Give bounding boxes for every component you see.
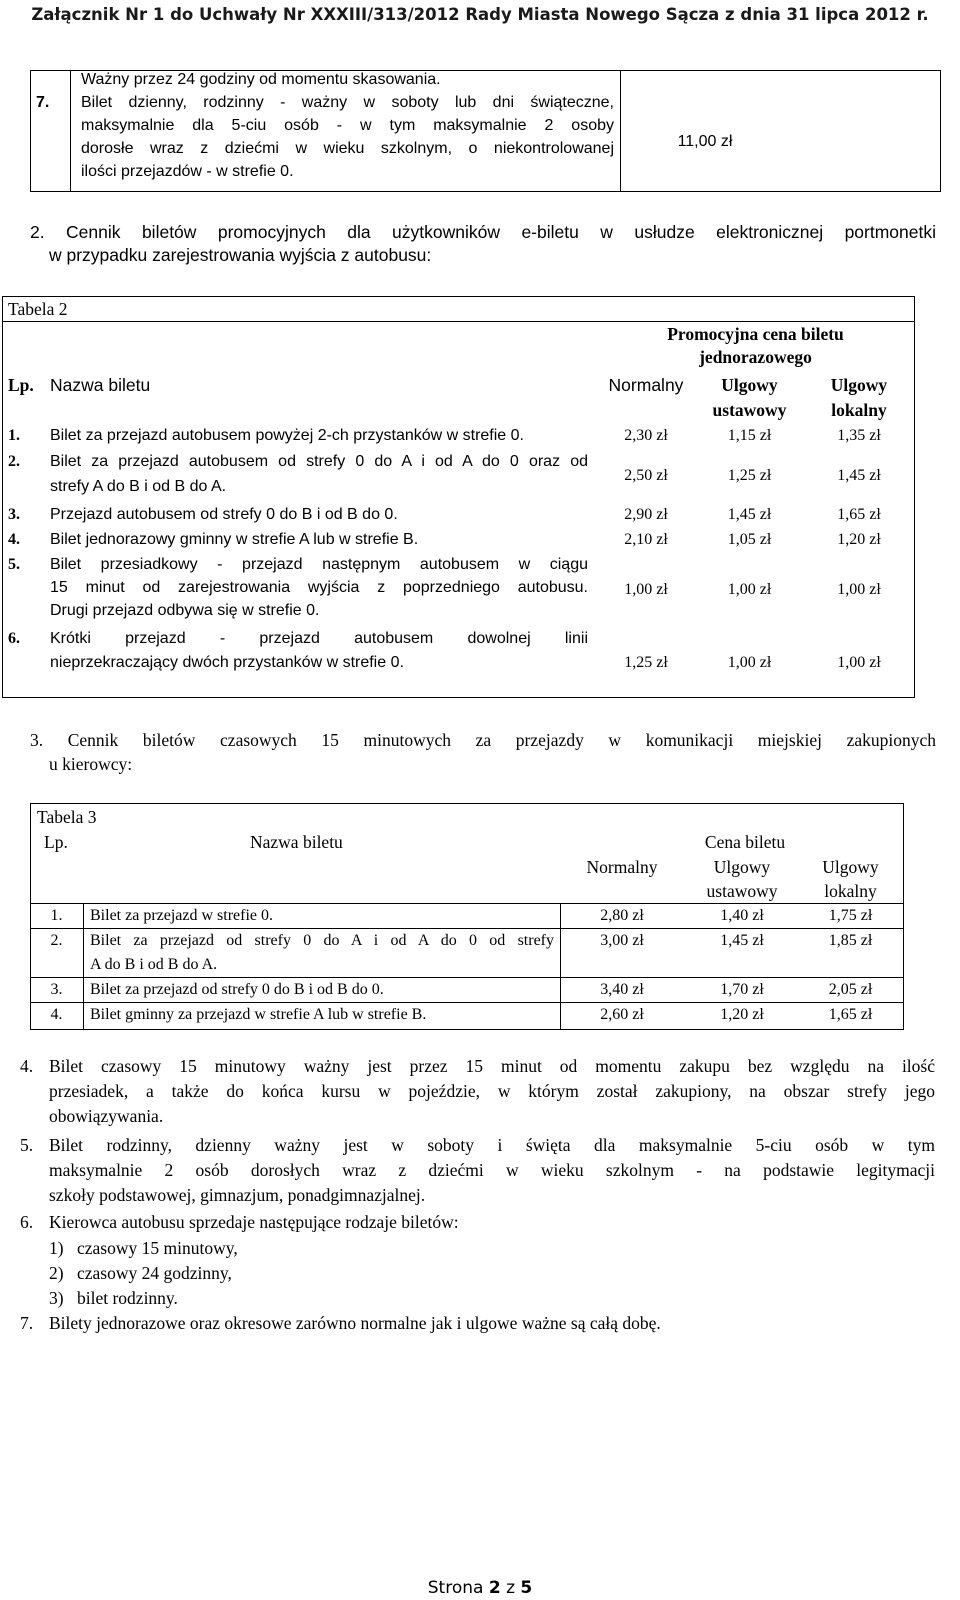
table3-row-name: Bilet za przejazd od strefy 0 do A i od A do 0 od strefy bbox=[90, 932, 554, 949]
table3-row-normal: 3,40 zł bbox=[600, 981, 644, 998]
table2-row-num: 2. bbox=[8, 453, 20, 470]
table2-row-name-cont: 15 minut od zarejestrowania wyjścia z poprzedniego autobusu. bbox=[50, 579, 588, 596]
top-table-row7-line: dorosłe wraz z dziećmi w wieku szkolnym, o niekontrolowanej bbox=[81, 140, 614, 157]
table3-row-name: Bilet za przejazd w strefie 0. bbox=[90, 907, 274, 924]
table2-row-ustawowy: 1,05 zł bbox=[727, 531, 772, 548]
table3-col-normal: Normalny bbox=[586, 857, 658, 877]
table3-col-lokalny-cont: lokalny bbox=[824, 881, 877, 901]
table2-row-ustawowy: 1,25 zł bbox=[727, 467, 772, 484]
table2-col-lokalny: Ulgowy bbox=[830, 375, 888, 395]
note-line: szkoły podstawowej, gimnazjum, ponadgimnazjalnej. bbox=[49, 1185, 426, 1205]
table3-row-ustawowy: 1,45 zł bbox=[720, 932, 764, 949]
table2-row-name: Bilet jednorazowy gminny w strefie A lub w strefie B. bbox=[50, 531, 419, 548]
table2-row-lokalny: 1,65 zł bbox=[837, 506, 881, 523]
table2-col-normal: Normalny bbox=[608, 375, 684, 395]
table3-row-lokalny: 1,85 zł bbox=[828, 932, 873, 949]
sub-item-num: 3) bbox=[49, 1288, 64, 1308]
table3-row-normal: 2,60 zł bbox=[600, 1006, 644, 1023]
table2-row-normal: 2,30 zł bbox=[624, 427, 668, 444]
table3-row-ustawowy: 1,40 zł bbox=[720, 907, 764, 924]
table2-group-header: Promocyjna cena biletu bbox=[667, 324, 844, 344]
table2-row-name-cont: strefy A do B i od B do A. bbox=[50, 478, 227, 495]
table2-row-lokalny: 1,00 zł bbox=[837, 581, 881, 598]
table2-row-num: 6. bbox=[8, 630, 20, 647]
top-table-row7-line: Bilet dzienny, rodzinny - ważny w soboty lub dni świąteczne, bbox=[81, 94, 614, 111]
table2-row-name: Bilet za przejazd autobusem powyżej 2-ch przystanków w strefie 0. bbox=[50, 427, 524, 444]
sub-item-text: bilet rodzinny. bbox=[77, 1288, 178, 1308]
table2-row-lokalny: 1,35 zł bbox=[837, 427, 881, 444]
table2-row-ustawowy: 1,00 zł bbox=[727, 581, 772, 598]
table3-col-lp: Lp. bbox=[44, 832, 68, 852]
note-num: 6. bbox=[20, 1212, 34, 1232]
table3-divider bbox=[560, 903, 561, 1030]
table2-row-lokalny: 1,00 zł bbox=[837, 654, 881, 671]
section2-heading: 2. Cennik biletów promocyjnych dla użytkowników e-biletu w usłudze elektronicznej portmonetki bbox=[30, 222, 936, 242]
table2-row-normal: 2,50 zł bbox=[624, 467, 668, 484]
section3-heading-cont: u kierowcy: bbox=[49, 754, 133, 774]
table2-row-normal: 1,25 zł bbox=[624, 654, 668, 671]
sub-item-text: czasowy 24 godzinny, bbox=[77, 1263, 232, 1283]
table2-row-normal: 2,90 zł bbox=[624, 506, 668, 523]
table2-row-num: 5. bbox=[8, 556, 20, 573]
table3-row-normal: 3,00 zł bbox=[600, 932, 644, 949]
note-line: Bilet rodzinny, dzienny ważny jest w soboty i święta dla maksymalnie 5-ciu osób w tym bbox=[49, 1135, 935, 1155]
note-num: 7. bbox=[20, 1313, 34, 1333]
note-line: maksymalnie 2 osób dorosłych wraz z dziećmi w wieku szkolnym - na podstawie legitymacji bbox=[49, 1160, 935, 1180]
table2-caption-line bbox=[2, 321, 915, 322]
table2-col-ustawowy-cont: ustawowy bbox=[712, 400, 787, 420]
table2-row-ustawowy: 1,45 zł bbox=[727, 506, 772, 523]
table3-row-name: Bilet gminny za przejazd w strefie A lub w strefie B. bbox=[90, 1006, 427, 1023]
table3-row-ustawowy: 1,70 zł bbox=[720, 981, 764, 998]
footer-current-page: 2 bbox=[488, 1578, 501, 1598]
note-line: obowiązywania. bbox=[49, 1106, 164, 1126]
top-table-row7-line: maksymalnie dla 5-ciu osób - w tym maksymalnie 2 osoby bbox=[81, 117, 614, 134]
table3-row-name-cont: A do B i od B do A. bbox=[90, 956, 218, 973]
note-line: Bilet czasowy 15 minutowy ważny jest przez 15 minut od momentu zakupu bez względu na ilość bbox=[49, 1056, 935, 1076]
table2-group-header-cont: jednorazowego bbox=[699, 347, 812, 367]
table2-row-name-cont: Drugi przejazd odbywa się w strefie 0. bbox=[50, 602, 320, 619]
table3-row-lokalny: 1,65 zł bbox=[828, 1006, 873, 1023]
table3-row-num: 1. bbox=[50, 907, 63, 924]
table2-row-num: 4. bbox=[8, 531, 20, 548]
note-line: Bilety jednorazowe oraz okresowe zarówno normalne jak i ulgowe ważne są całą dobę. bbox=[49, 1313, 661, 1333]
table2-row-normal: 2,10 zł bbox=[624, 531, 668, 548]
section2-heading-cont: w przypadku zarejestrowania wyjścia z autobusu: bbox=[49, 245, 432, 265]
table2-row-ustawowy: 1,15 zł bbox=[727, 427, 772, 444]
table2-row-num: 1. bbox=[8, 427, 20, 444]
top-table-row0-text: Ważny przez 24 godziny od momentu skasowania. bbox=[81, 71, 441, 88]
table3-caption: Tabela 3 bbox=[37, 807, 97, 827]
note-num: 4. bbox=[20, 1056, 34, 1076]
table3-row-name: Bilet za przejazd od strefy 0 do B i od B do 0. bbox=[90, 981, 384, 998]
table2-row-name: Krótki przejazd - przejazd autobusem dowolnej linii bbox=[50, 630, 588, 647]
sub-item-text: czasowy 15 minutowy, bbox=[77, 1238, 238, 1258]
table3-col-lokalny: Ulgowy bbox=[822, 857, 879, 877]
table2-col-lp: Lp. bbox=[8, 375, 34, 395]
table3-group-header: Cena biletu bbox=[704, 832, 786, 852]
sub-item-num: 2) bbox=[49, 1263, 64, 1283]
table2-row-name: Przejazd autobusem od strefy 0 do B i od B do 0. bbox=[50, 506, 398, 523]
section3-heading: 3. Cennik biletów czasowych 15 minutowych za przejazdy w komunikacji miejskiej zakupionych bbox=[30, 730, 936, 750]
footer-middle: z bbox=[500, 1578, 521, 1598]
table3-col-ustawowy: Ulgowy bbox=[713, 857, 771, 877]
footer-prefix: Strona bbox=[427, 1578, 489, 1598]
table2-row-name: Bilet za przejazd autobusem od strefy 0 do A i od A do 0 oraz od bbox=[50, 453, 588, 470]
table2-row-lokalny: 1,20 zł bbox=[837, 531, 881, 548]
note-num: 5. bbox=[20, 1135, 34, 1155]
table2-row-lokalny: 1,45 zł bbox=[837, 467, 881, 484]
table3-divider bbox=[83, 903, 84, 1030]
note-line: przesiadek, a także do końca kursu w pojeździe, w którym został zakupiony, na obszar strefy jego bbox=[49, 1081, 935, 1101]
table2-row-name: Bilet przesiadkowy - przejazd następnym autobusem w ciągu bbox=[50, 556, 588, 573]
table3-row-num: 3. bbox=[50, 981, 63, 998]
table3-col-ustawowy-cont: ustawowy bbox=[706, 881, 778, 901]
note-line: Kierowca autobusu sprzedaje następujące rodzaje biletów: bbox=[49, 1212, 459, 1232]
footer-total-pages: 5 bbox=[520, 1578, 533, 1598]
top-table-row7-num: 7. bbox=[36, 94, 50, 111]
table2-caption: Tabela 2 bbox=[8, 299, 68, 319]
table3-row-num: 4. bbox=[50, 1006, 63, 1023]
table2-col-ustawowy: Ulgowy bbox=[721, 375, 778, 395]
table2-row-normal: 1,00 zł bbox=[624, 581, 668, 598]
table3-row-num: 2. bbox=[50, 932, 63, 949]
table2-row-num: 3. bbox=[8, 506, 20, 523]
table3-row-ustawowy: 1,20 zł bbox=[720, 1006, 764, 1023]
table3-row-normal: 2,80 zł bbox=[600, 907, 644, 924]
table3-row-lokalny: 2,05 zł bbox=[828, 981, 873, 998]
table2-col-lokalny-cont: lokalny bbox=[831, 400, 887, 420]
top-table-row7-price: 11,00 zł bbox=[677, 133, 733, 150]
page-footer bbox=[0, 1578, 960, 1598]
table2-col-name: Nazwa biletu bbox=[50, 375, 151, 395]
top-table-divider bbox=[70, 70, 71, 192]
top-table-row7-line: ilości przejazdów - w strefie 0. bbox=[81, 163, 294, 180]
table3-col-name: Nazwa biletu bbox=[250, 832, 343, 852]
table3-row-lokalny: 1,75 zł bbox=[828, 907, 873, 924]
table2-row-ustawowy: 1,00 zł bbox=[727, 654, 772, 671]
document-header: Załącznik Nr 1 do Uchwały Nr XXXIII/313/2012 Rady Miasta Nowego Sącza z dnia 31 lipca 2012 r. bbox=[31, 5, 929, 24]
sub-item-num: 1) bbox=[49, 1238, 64, 1258]
table2-row-name-cont: nieprzekraczający dwóch przystanków w strefie 0. bbox=[50, 654, 404, 671]
